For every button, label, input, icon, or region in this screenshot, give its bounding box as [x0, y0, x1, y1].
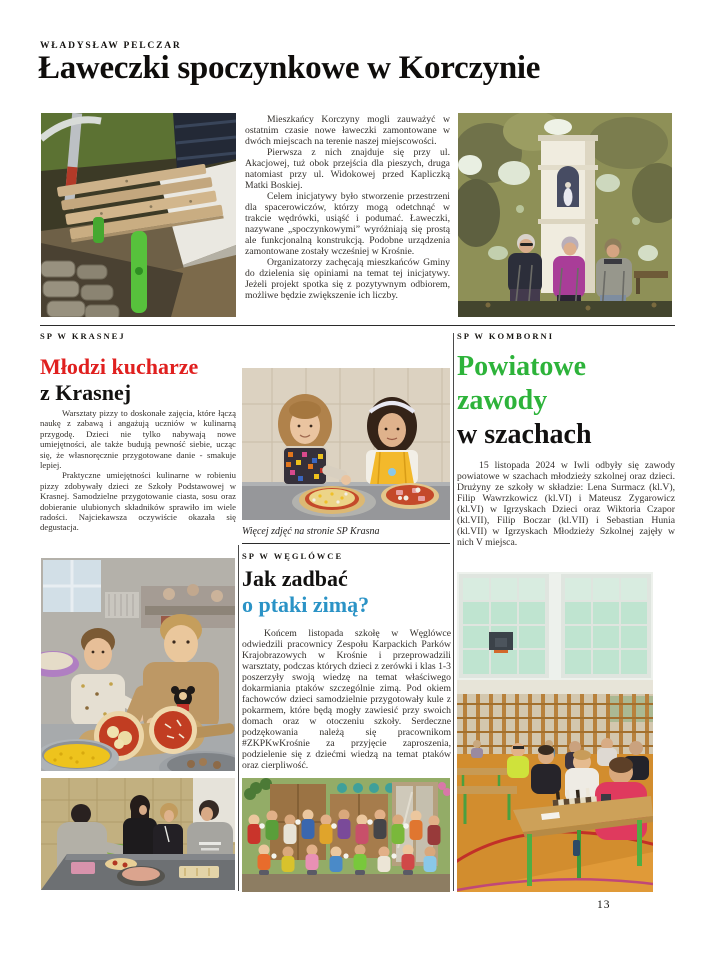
author-byline: WŁADYSŁAW PELCZAR [40, 41, 182, 51]
caption-divider [242, 543, 450, 544]
pizza-girls-photo [242, 368, 450, 520]
paragraph: Pierwsza z nich znajduje się przy ul. Akacjowej, tuż obok przejścia dla pieszych, druga natomiast przy ul. Widokowej przed Kapliczką Matki Boskiej. [245, 147, 450, 191]
headline-krasna [40, 354, 236, 406]
main-article-text [245, 114, 450, 301]
headline-komborni [457, 350, 675, 452]
chapel-walkers-photo [458, 113, 672, 317]
paragraph: Praktyczne umiejętności kulinarne w robieniu pizzy zdobywały dzieci ze Szkoły Podstawowej w Krasnej. Samodzielne przygotowanie ciasta, sosu oraz dobieranie ulubionych składników sprawiło im wiele radości. Najciekawsza oczywiście okazała się degustacja. [40, 470, 236, 533]
kicker-komborni: SP W KOMBORNI [457, 331, 555, 341]
headline-weglowka [242, 566, 450, 618]
krasna-article-text [40, 408, 236, 533]
headline-weglowka-line1: Jak zadbać [242, 566, 348, 591]
column-divider [238, 545, 239, 891]
komborni-article-text [457, 460, 675, 548]
weglowka-article-text [242, 628, 451, 771]
chess-tournament-photo [457, 572, 653, 892]
bench-photo [41, 113, 236, 317]
section-divider [40, 325, 675, 326]
boys-pizza-photo [41, 558, 235, 771]
headline-krasna-line1: Młodzi kucharze [40, 354, 199, 379]
column-divider [453, 333, 454, 891]
headline-krasna-line2: z Krasnej [40, 380, 132, 405]
kicker-weglowka: SP W WĘGLÓWCE [242, 551, 344, 561]
paragraph: Celem inicjatywy było stworzenie przestrzeni dla spacerowiczów, którzy mogą odetchnąć w trakcie wędrówki, usiąść i podumać. Ławeczki, nazywane „spoczynkowymi” wyróżniają się prostą ale funkcjonalną konstrukcją. Podobne urządzenia zamontowane zostały wcześniej w Krośnie. [245, 191, 450, 257]
paragraph: Organizatorzy zachęcają mieszkańców Gminy do dzielenia się opiniami na temat tej inicjatywy. Jeżeli projekt spotka się z pozytywnym odbiorem, możliwe będzie zwiększenie ich liczby. [245, 257, 450, 301]
paragraph: Końcem listopada szkołę w Węglówce odwiedzili pracownicy Zespołu Karpackich Parków Krajobrazowych w Krośnie i przeprowadzili warsztaty, podczas których dzieci z zerówki i klas 1-3 poszerzyły swoją wiedzę na temat właściwego dokarmiania ptaków szczególnie zimą. Pod okiem fachowców dzieci samodzielnie przygotowały kule z pokarmem, które będą mogły zawiesić przy swoich domach oraz w otoczeniu szkoły. Serdeczne podzękowania należą się pracownikom #ZKPKwKrośnie za przyjęcie zaproszenia, podzielenie się z dziećmi wiedzą na temat ptaków oraz cierpliwość. [242, 628, 451, 771]
photo-caption: Więcej zdjęć na stronie SP Krasna [242, 526, 380, 537]
headline-komborni-line1: Powiatowe [457, 351, 587, 382]
kicker-krasna: SP W KRASNEJ [40, 331, 126, 341]
paragraph: Warsztaty pizzy to doskonałe zajęcia, które łączą naukę z zabawą i angażują uczniów w kulinarną przygodę. Dzieci nie tylko nabywają nowe umiejętności, ale także budują pewność siebie, ucząc się, że własnoręcznie przygotowane danie - smakuje lepiej. [40, 408, 236, 471]
paragraph: Mieszkańcy Korczyny mogli zauważyć w ostatnim czasie nowe ławeczki zamontowane w dwóch miejscach na terenie naszej miejscowości. [245, 114, 450, 147]
teens-pizza-photo [41, 778, 235, 890]
headline-komborni-line2: zawody [457, 385, 548, 416]
paragraph: 15 listopada 2024 w Iwli odbyły się zawody powiatowe w szachach młodzieży szkolnej oraz dzieci. Drużyny ze szkoły w składzie: Lena Surmacz (kl.V), Filip Wawrzkowicz (kl.VI) i Mateusz Zygarowicz (kl.VI) w Igrzyskach Dzieci oraz Wiktoria Czapor (kl.VII), Filip Boczar (kl.VII) i Sebastian Hunia (kl.VII) w Igrzyskach Młodzieży Szkolnej zajęły w nich V miejsca. [457, 460, 675, 548]
headline-komborni-line3: w szachach [457, 419, 592, 450]
children-group-photo [242, 778, 450, 892]
headline-weglowka-line2: o ptaki zimą? [242, 592, 370, 617]
page-number: 13 [597, 899, 611, 911]
page-title: Ławeczki spoczynkowe w Korczynie [38, 50, 541, 86]
